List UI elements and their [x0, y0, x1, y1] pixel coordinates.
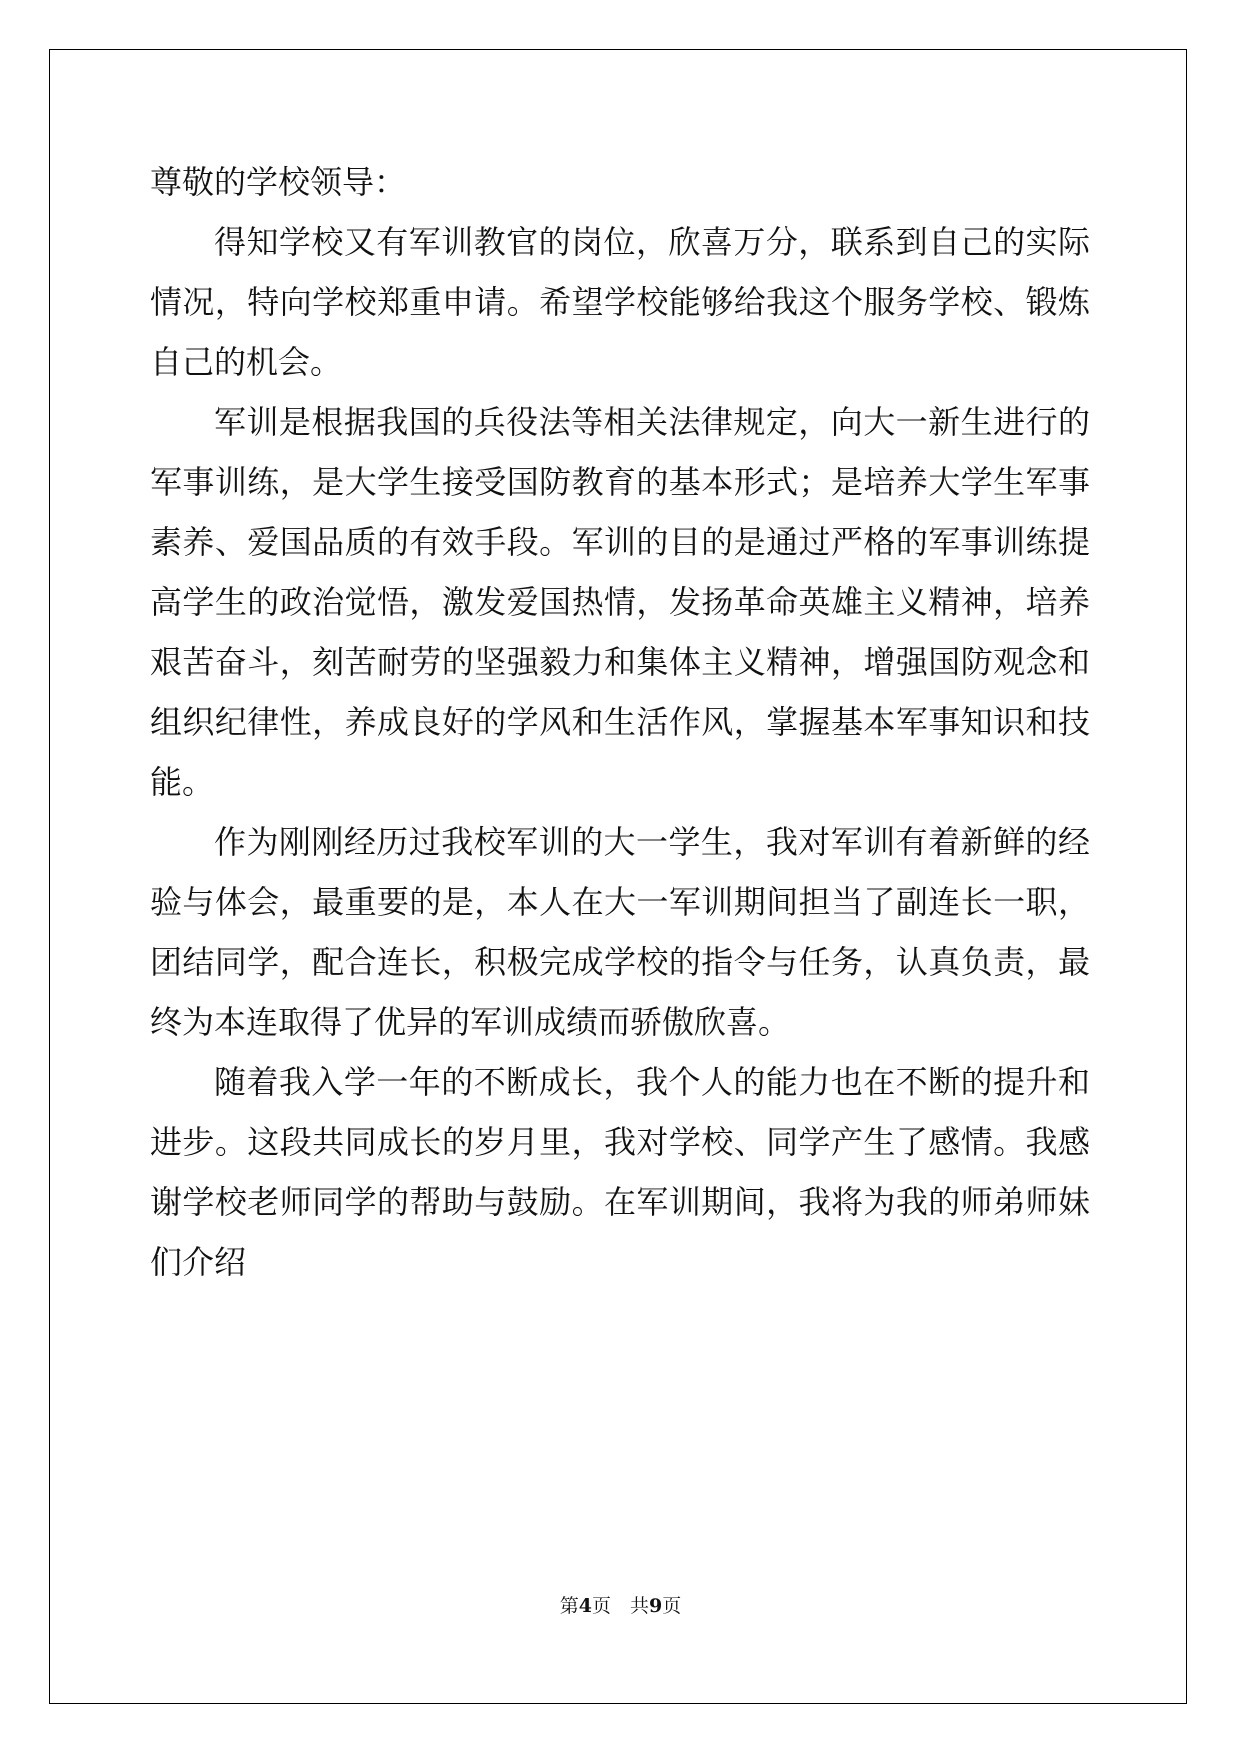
- current-page: 4: [578, 1595, 592, 1617]
- paragraph-4: 随着我入学一年的不断成长，我个人的能力也在不断的提升和进步。这段共同成长的岁月里，我对学校、同学产生了感情。我感谢学校老师同学的帮助与鼓励。在军训期间，我将为我的师弟师妹们介绍: [150, 1063, 1090, 1281]
- document-body: [150, 152, 1090, 1292]
- total-pages: 9: [649, 1595, 663, 1617]
- page-mid: 页 共: [591, 1595, 649, 1617]
- page-suffix: 页: [662, 1595, 682, 1617]
- paragraph-3: 作为刚刚经历过我校军训的大一学生，我对军训有着新鲜的经验与体会，最重要的是，本人在大一军训期间担当了副连长一职，团结同学，配合连长，积极完成学校的指令与任务，认真负责，最终为本连取得了优异的军训成绩而骄傲欣喜。: [150, 823, 1090, 1041]
- paragraph-2: 军训是根据我国的兵役法等相关法律规定，向大一新生进行的军事训练，是大学生接受国防教育的基本形式；是培养大学生军事素养、爱国品质的有效手段。军训的目的是通过严格的军事训练提高学生的政治觉悟，激发爱国热情，发扬革命英雄主义精神，培养艰苦奋斗，刻苦耐劳的坚强毅力和集体主义精神，增强国防观念和组织纪律性，养成良好的学风和生活作风，掌握基本军事知识和技能。: [150, 403, 1090, 801]
- paragraph-1: 得知学校又有军训教官的岗位，欣喜万分，联系到自己的实际情况，特向学校郑重申请。希望学校能够给我这个服务学校、锻炼自己的机会。: [150, 223, 1090, 381]
- page-number-footer: [0, 1591, 1241, 1618]
- salutation: 尊敬的学校领导：: [150, 163, 407, 201]
- page-prefix: 第: [559, 1595, 579, 1617]
